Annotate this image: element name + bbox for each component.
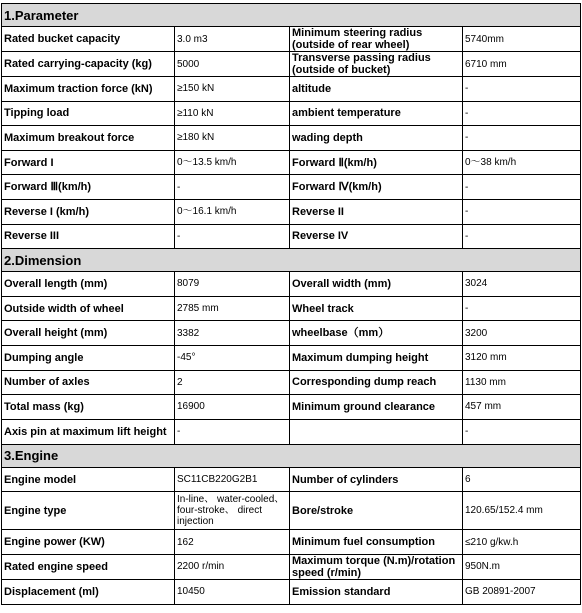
spec-label: wheelbase（mm） xyxy=(290,321,463,346)
spec-value: 2200 r/min xyxy=(175,554,290,579)
spec-row xyxy=(2,370,581,395)
spec-label: Minimum ground clearance xyxy=(290,395,463,420)
spec-value: 2 xyxy=(175,370,290,395)
spec-label: Reverse I (km/h) xyxy=(2,199,175,224)
spec-value: ≥150 kN xyxy=(175,77,290,102)
spec-value: 3382 xyxy=(175,321,290,346)
spec-table xyxy=(1,3,581,605)
spec-row xyxy=(2,199,581,224)
spec-value: 1130 mm xyxy=(463,370,581,395)
spec-label: Total mass (kg) xyxy=(2,395,175,420)
spec-value: 3200 xyxy=(463,321,581,346)
spec-label: Transverse passing radius (outside of bucket) xyxy=(290,52,463,77)
spec-value: - xyxy=(463,175,581,200)
spec-row xyxy=(2,467,581,492)
spec-label: Forward Ⅱ(km/h) xyxy=(290,150,463,175)
spec-label: Engine power (KW) xyxy=(2,530,175,555)
spec-value: - xyxy=(175,224,290,249)
spec-label: Outside width of wheel xyxy=(2,296,175,321)
spec-row xyxy=(2,77,581,102)
spec-label: Bore/stroke xyxy=(290,492,463,530)
spec-row xyxy=(2,272,581,297)
spec-label: Maximum torque (N.m)/rotation speed (r/min) xyxy=(290,554,463,579)
spec-label: Emission standard xyxy=(290,579,463,604)
spec-label: ambient temperature xyxy=(290,101,463,126)
spec-value: 0～16.1 km/h xyxy=(175,199,290,224)
spec-value: 6710 mm xyxy=(463,52,581,77)
spec-value: 5000 xyxy=(175,52,290,77)
spec-label: Maximum breakout force xyxy=(2,126,175,151)
spec-value: - xyxy=(463,101,581,126)
spec-label: Rated engine speed xyxy=(2,554,175,579)
spec-row xyxy=(2,175,581,200)
spec-row xyxy=(2,530,581,555)
section-header xyxy=(2,4,581,27)
spec-label: Maximum traction force (kN) xyxy=(2,77,175,102)
spec-row xyxy=(2,27,581,52)
spec-row xyxy=(2,395,581,420)
spec-label: Displacement (ml) xyxy=(2,579,175,604)
spec-value: SC11CB220G2B1 xyxy=(175,467,290,492)
spec-value: 2785 mm xyxy=(175,296,290,321)
spec-label: Engine type xyxy=(2,492,175,530)
spec-value: - xyxy=(463,199,581,224)
spec-row xyxy=(2,321,581,346)
spec-value: 3120 mm xyxy=(463,345,581,370)
spec-value: GB 20891-2007 xyxy=(463,579,581,604)
section-header xyxy=(2,444,581,467)
spec-value: 162 xyxy=(175,530,290,555)
spec-value: 8079 xyxy=(175,272,290,297)
spec-value: 120.65/152.4 mm xyxy=(463,492,581,530)
spec-label: Minimum fuel consumption xyxy=(290,530,463,555)
spec-value: 0～13.5 km/h xyxy=(175,150,290,175)
spec-label: Axis pin at maximum lift height xyxy=(2,419,175,444)
spec-label: Overall height (mm) xyxy=(2,321,175,346)
spec-value: 950N.m xyxy=(463,554,581,579)
spec-row xyxy=(2,345,581,370)
section-title: 3.Engine xyxy=(2,444,581,467)
section-title: 1.Parameter xyxy=(2,4,581,27)
spec-value: 3024 xyxy=(463,272,581,297)
spec-value: - xyxy=(175,419,290,444)
spec-label: Rated bucket capacity xyxy=(2,27,175,52)
spec-label: Forward I xyxy=(2,150,175,175)
spec-label: wading depth xyxy=(290,126,463,151)
spec-label: Forward Ⅲ(km/h) xyxy=(2,175,175,200)
spec-value: -45° xyxy=(175,345,290,370)
spec-value: ≥180 kN xyxy=(175,126,290,151)
spec-table-body xyxy=(2,4,581,605)
spec-value: 5740mm xyxy=(463,27,581,52)
spec-value: - xyxy=(463,419,581,444)
section-title: 2.Dimension xyxy=(2,249,581,272)
spec-label: Engine model xyxy=(2,467,175,492)
spec-row xyxy=(2,492,581,530)
spec-label: Reverse II xyxy=(290,199,463,224)
spec-value: - xyxy=(463,126,581,151)
spec-row xyxy=(2,126,581,151)
spec-value: In-line、 water-cooled、 four-stroke、 direct injection xyxy=(175,492,290,530)
spec-value: 6 xyxy=(463,467,581,492)
spec-label: altitude xyxy=(290,77,463,102)
spec-row xyxy=(2,101,581,126)
spec-value: 457 mm xyxy=(463,395,581,420)
spec-row xyxy=(2,579,581,604)
spec-label: Corresponding dump reach xyxy=(290,370,463,395)
spec-label: Reverse III xyxy=(2,224,175,249)
spec-label: Dumping angle xyxy=(2,345,175,370)
spec-value: - xyxy=(463,77,581,102)
spec-value: - xyxy=(175,175,290,200)
spec-value: - xyxy=(463,296,581,321)
spec-label: Overall width (mm) xyxy=(290,272,463,297)
spec-row xyxy=(2,52,581,77)
spec-label: Overall length (mm) xyxy=(2,272,175,297)
spec-label: Tipping load xyxy=(2,101,175,126)
spec-value: ≥110 kN xyxy=(175,101,290,126)
spec-value: - xyxy=(463,224,581,249)
spec-value: 16900 xyxy=(175,395,290,420)
spec-label: Number of cylinders xyxy=(290,467,463,492)
spec-value: 3.0 m3 xyxy=(175,27,290,52)
spec-row xyxy=(2,554,581,579)
spec-label: Forward Ⅳ(km/h) xyxy=(290,175,463,200)
spec-label: Rated carrying-capacity (kg) xyxy=(2,52,175,77)
spec-row xyxy=(2,224,581,249)
spec-row xyxy=(2,150,581,175)
spec-label: Reverse IV xyxy=(290,224,463,249)
spec-label: Maximum dumping height xyxy=(290,345,463,370)
spec-label: Wheel track xyxy=(290,296,463,321)
section-header xyxy=(2,249,581,272)
spec-value: 0～38 km/h xyxy=(463,150,581,175)
spec-value: ≤210 g/kw.h xyxy=(463,530,581,555)
spec-label xyxy=(290,419,463,444)
spec-value: 10450 xyxy=(175,579,290,604)
spec-label: Minimum steering radius (outside of rear wheel) xyxy=(290,27,463,52)
spec-row xyxy=(2,296,581,321)
spec-row xyxy=(2,419,581,444)
spec-label: Number of axles xyxy=(2,370,175,395)
